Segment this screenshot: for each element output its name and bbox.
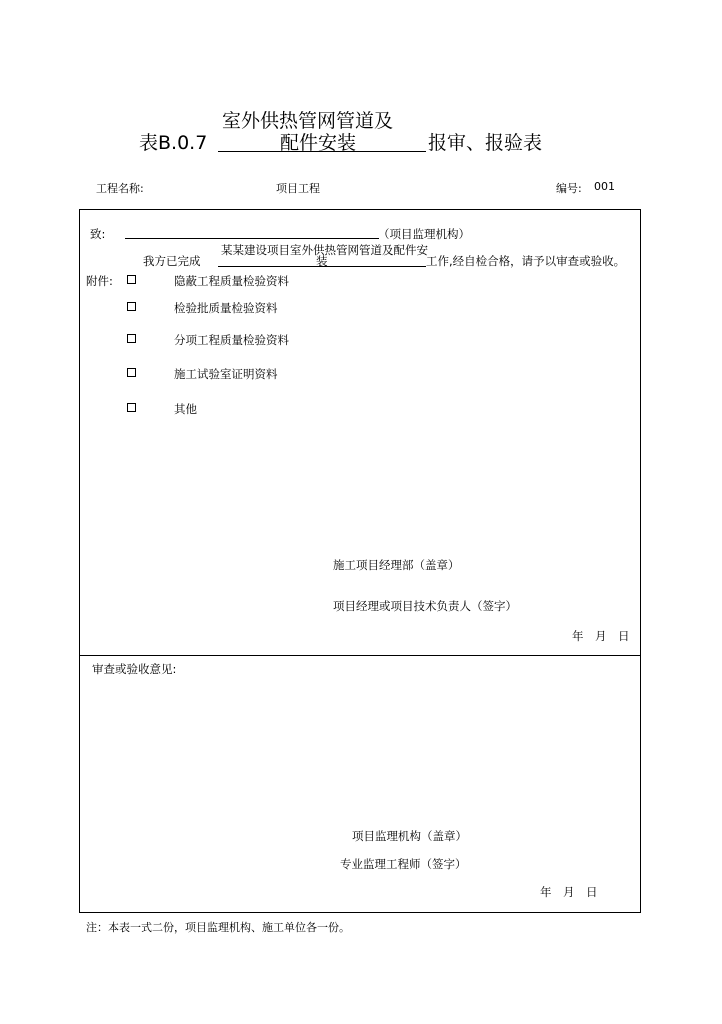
completed-work-line1: 某某建设项目室外供热管网管道及配件安 (221, 243, 428, 257)
section1-date: 年 月 日 (572, 629, 630, 643)
project-name-value: 项目工程 (276, 182, 320, 195)
form-number: 表B.0.7 (139, 132, 208, 154)
completed-work-line2: 装 (316, 254, 328, 268)
attachment-checkbox[interactable] (127, 302, 136, 311)
attachment-label: 其他 (174, 402, 197, 416)
section-divider (79, 655, 641, 656)
number-label: 编号: (556, 182, 582, 195)
section2-date: 年 月 日 (540, 885, 598, 899)
title-suffix: 报审、报验表 (428, 132, 543, 154)
attachment-checkbox[interactable] (127, 334, 136, 343)
attachment-label: 检验批质量检验资料 (174, 301, 278, 315)
attachment-label: 施工试验室证明资料 (174, 367, 278, 381)
manager-sign: 项目经理或项目技术负责人（签字） (333, 599, 517, 613)
footer-note: 注：本表一式二份，项目监理机构、施工单位各一份。 (86, 921, 350, 934)
to-underline[interactable] (125, 238, 379, 239)
attachments-label: 附件: (86, 274, 113, 288)
to-label: 致: (90, 227, 106, 241)
org-seal: 项目监理机构（盖章） (352, 829, 467, 843)
dept-seal: 施工项目经理部（盖章） (333, 558, 460, 572)
completed-prefix: 我方已完成 (143, 254, 201, 268)
attachment-label: 分项工程质量检验资料 (174, 333, 289, 347)
attachment-checkbox[interactable] (127, 275, 136, 284)
attachment-checkbox[interactable] (127, 368, 136, 377)
engineer-sign: 专业监理工程师（签字） (340, 857, 467, 871)
completed-work-underline (218, 266, 426, 267)
to-suffix: （项目监理机构） (378, 227, 470, 241)
attachment-checkbox[interactable] (127, 403, 136, 412)
attachment-label: 隐蔽工程质量检验资料 (174, 274, 289, 288)
title-line1: 室外供热管网管道及 (222, 110, 394, 132)
title-subject: 配件安装 (280, 132, 357, 154)
completed-suffix: 工作,经自检合格，请予以审查或验收。 (426, 254, 626, 268)
number-value: 001 (594, 180, 615, 193)
opinion-label: 审查或验收意见: (92, 662, 177, 676)
project-name-label: 工程名称: (96, 182, 144, 195)
